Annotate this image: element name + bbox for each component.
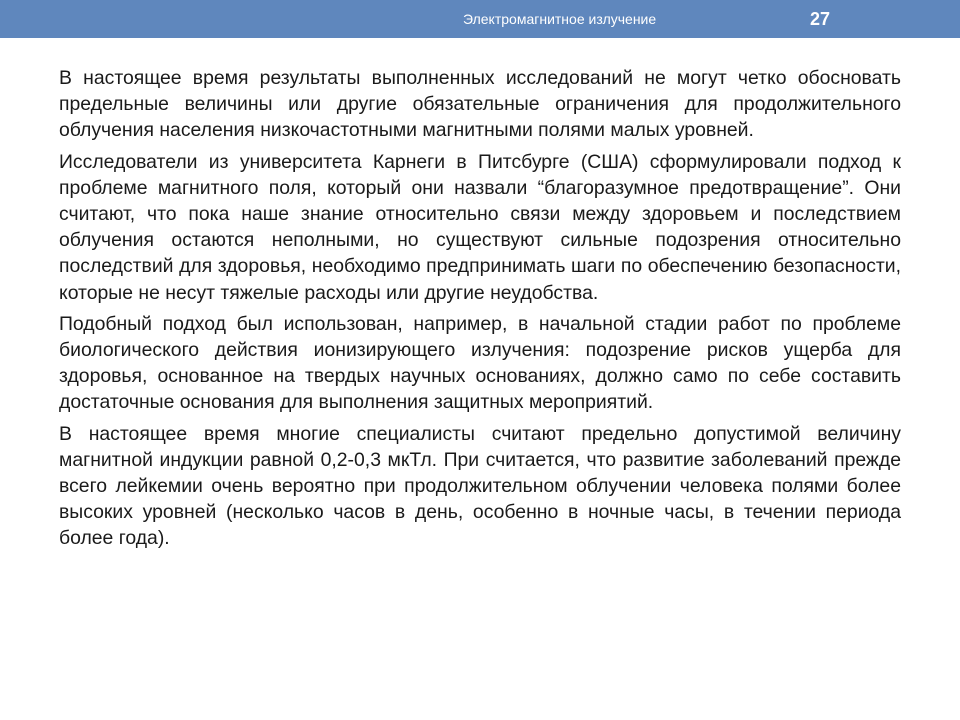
paragraph-1: В настоящее время результаты выполненных исследований не могут четко обосновать предельные величины или другие обязательные ограничения для продолжительного облучения населения низкочастотными магнитными полями малых уровней.	[59, 67, 901, 142]
header-bar	[0, 0, 960, 38]
page-number: 27	[810, 9, 831, 29]
paragraph-3: Подобный подход был использован, например, в начальной стадии работ по проблеме биологического действия ионизирующего излучения: подозрение рисков ущерба для здоровья, основанное на твердых научных основаниях, должно само по себе составить достаточные основания для выполнения защитных мероприятий.	[59, 312, 901, 414]
header-title: Электромагнитное излучение	[463, 11, 657, 27]
paragraph-2: Исследователи из университета Карнеги в Питсбурге (США) сформулировали подход к проблеме магнитного поля, который они назвали “благоразумное предотвращение”. Они считают, что пока наше знание относительно связи между здоровьем и последствием облучения остаются неполными, но существуют сильные подозрения относительно последствий для здоровья, необходимо предпринимать шаги по обеспечению безопасности, которые не несут тяжелые расходы или другие неудобства.	[59, 150, 901, 304]
paragraph-4: В настоящее время многие специалисты считают предельно допустимой величину магнитной индукции равной 0,2-0,3 мкТл. При считается, что развитие заболеваний прежде всего лейкемии очень вероятно при продолжительном облучении человека полями более высоких уровней (несколько часов в день, особенно в ночные часы, в течении периода более года).	[59, 422, 901, 550]
body-text	[59, 65, 901, 557]
